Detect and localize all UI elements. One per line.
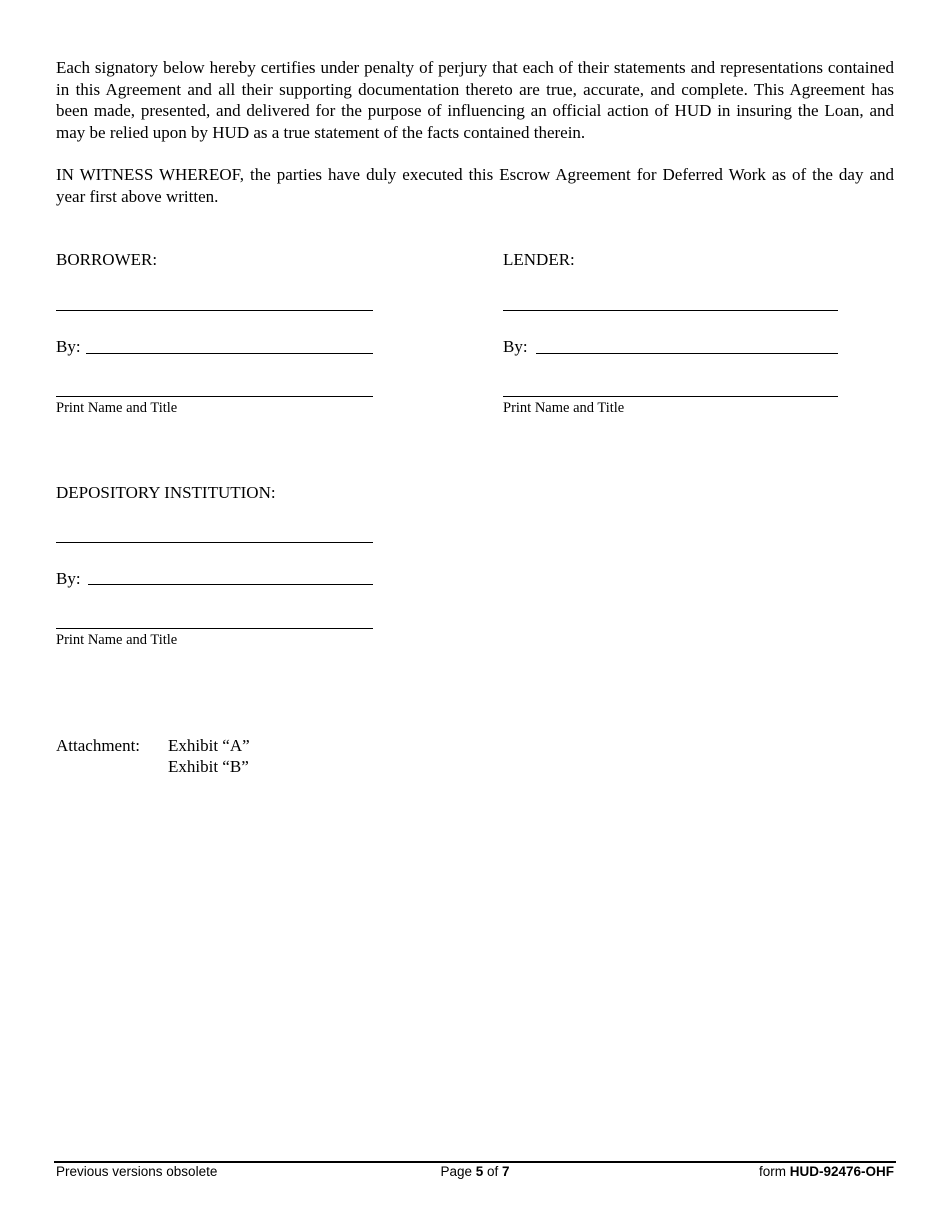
- certification-paragraph: Each signatory below hereby certifies under penalty of perjury that each of their statements and representations contained in this Agreement and all their supporting documentation thereto are true, accurate, and complete. This Agreement has been made, presented, and delivered for the purpose of influencing an official action of HUD in insuring the Loan, and may be relied upon by HUD as a true statement of the facts contained therein.: [56, 58, 894, 142]
- attachment-item: Exhibit “B”: [168, 757, 249, 776]
- borrower-by-signature-line[interactable]: [86, 353, 336, 354]
- page-prefix: Page: [440, 1164, 472, 1179]
- lender-heading: LENDER:: [503, 250, 575, 269]
- depository-name-line[interactable]: [56, 542, 336, 543]
- depository-by-label: By:: [56, 569, 81, 588]
- depository-by-line-end: [336, 584, 373, 585]
- attachment-label: Attachment:: [56, 736, 141, 755]
- form-prefix: form: [758, 1164, 786, 1179]
- footer-rule: [54, 1161, 896, 1163]
- depository-by-signature-line[interactable]: [88, 584, 336, 585]
- borrower-name-line-end: [336, 310, 373, 311]
- lender-print-name-label: Print Name and Title: [503, 400, 625, 416]
- attachment-item: Exhibit “A”: [168, 736, 250, 755]
- borrower-name-line[interactable]: [56, 310, 336, 311]
- page-current: 5: [475, 1164, 484, 1179]
- footer-form-id: [759, 1164, 894, 1180]
- witness-paragraph: IN WITNESS WHEREOF, the parties have duly executed this Escrow Agreement for Deferred Work as of the day and year first above written.: [56, 165, 894, 206]
- page-of: of: [487, 1164, 499, 1179]
- borrower-by-label: By:: [56, 337, 81, 356]
- borrower-print-name-line[interactable]: [56, 396, 336, 397]
- borrower-print-line-end: [336, 396, 373, 397]
- depository-name-line-end: [336, 542, 373, 543]
- borrower-by-line-end: [336, 353, 373, 354]
- page-total: 7: [502, 1164, 510, 1179]
- footer-obsolete-note: Previous versions obsolete: [56, 1164, 218, 1179]
- depository-print-line-end: [336, 628, 373, 629]
- lender-name-line[interactable]: [503, 310, 838, 311]
- lender-by-label: By:: [503, 337, 528, 356]
- depository-print-name-line[interactable]: [56, 628, 336, 629]
- lender-by-signature-line[interactable]: [536, 353, 838, 354]
- borrower-print-name-label: Print Name and Title: [56, 400, 178, 416]
- form-number: HUD-92476-OHF: [789, 1164, 894, 1179]
- lender-print-name-line[interactable]: [503, 396, 838, 397]
- depository-print-name-label: Print Name and Title: [56, 632, 178, 648]
- depository-heading: DEPOSITORY INSTITUTION:: [56, 483, 276, 502]
- borrower-heading: BORROWER:: [56, 250, 158, 269]
